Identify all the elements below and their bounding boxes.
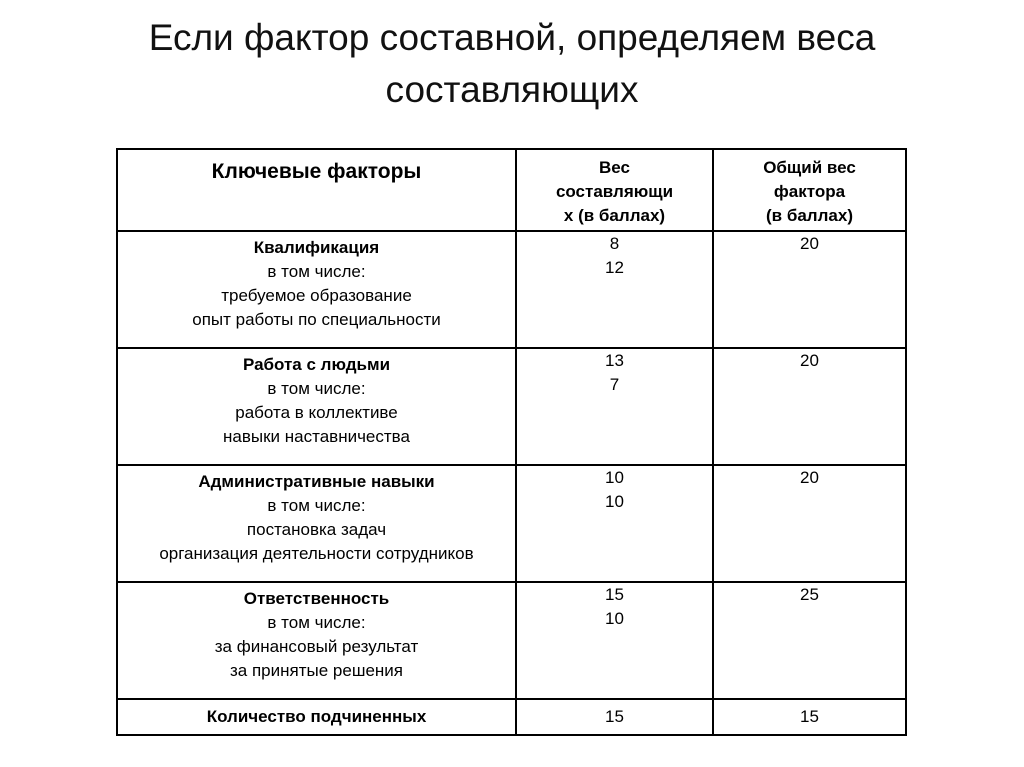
table-row — [117, 348, 906, 465]
factor-component: навыки наставничества — [223, 427, 410, 446]
factor-component: за финансовый результат — [214, 637, 419, 656]
factor-cell — [117, 465, 516, 582]
header-weight-line: составляющи — [555, 182, 674, 201]
slide-title-line-1: Если фактор составной, определяем веса — [148, 17, 876, 58]
total-weight-cell: 20 — [713, 465, 906, 582]
factor-component: опыт работы по специальности — [192, 310, 441, 329]
component-weight: 10 — [605, 609, 624, 628]
factor-name: Квалификация — [253, 238, 380, 257]
component-weight: 8 — [609, 234, 620, 253]
component-weight: 12 — [605, 258, 624, 277]
factors-table — [116, 148, 907, 736]
factor-including: в том числе: — [267, 262, 366, 281]
table-row — [117, 582, 906, 699]
factor-name: Работа с людьми — [242, 355, 391, 374]
total-weight-cell: 20 — [713, 348, 906, 465]
weight-cell: 15 — [516, 699, 713, 735]
factor-cell — [117, 348, 516, 465]
table-row — [117, 231, 906, 348]
factor-name: Количество подчиненных — [206, 707, 427, 726]
factor-cell — [117, 231, 516, 348]
factor-component: работа в коллективе — [235, 403, 398, 422]
component-weight: 7 — [609, 375, 620, 394]
weight-cell — [516, 348, 713, 465]
total-weight-cell: 25 — [713, 582, 906, 699]
weight-cell — [516, 582, 713, 699]
factor-including: в том числе: — [267, 496, 366, 515]
component-weight: 10 — [605, 492, 624, 511]
factor-including: в том числе: — [267, 379, 366, 398]
total-weight-cell: 20 — [713, 231, 906, 348]
component-weight: 15 — [605, 585, 624, 604]
factor-component: постановка задач — [246, 520, 387, 539]
header-total-weight — [713, 149, 906, 231]
factor-cell — [117, 699, 516, 735]
slide-title-line-2: составляющих — [385, 69, 639, 110]
header-key-factors: Ключевые факторы — [117, 149, 516, 231]
weight-cell — [516, 465, 713, 582]
table-row — [117, 465, 906, 582]
component-weight: 10 — [605, 468, 624, 487]
table-header-row — [117, 149, 906, 231]
header-component-weight — [516, 149, 713, 231]
factor-including: в том числе: — [267, 613, 366, 632]
factor-name: Ответственность — [243, 589, 390, 608]
header-weight-line: х (в баллах) — [563, 206, 666, 225]
weight-cell — [516, 231, 713, 348]
factor-component: организация деятельности сотрудников — [159, 544, 474, 563]
header-total-line: фактора — [773, 182, 846, 201]
factor-cell — [117, 582, 516, 699]
factor-component: требуемое образование — [221, 286, 412, 305]
factor-name: Административные навыки — [198, 472, 435, 491]
factor-component: за принятые решения — [230, 661, 403, 680]
table-row-subordinates — [117, 699, 906, 735]
header-total-line: Общий вес — [763, 158, 856, 177]
slide-title — [0, 12, 1024, 116]
header-total-line: (в баллах) — [766, 206, 853, 225]
component-weight: 13 — [605, 351, 624, 370]
header-weight-line: Вес — [599, 158, 630, 177]
total-weight-cell: 15 — [713, 699, 906, 735]
